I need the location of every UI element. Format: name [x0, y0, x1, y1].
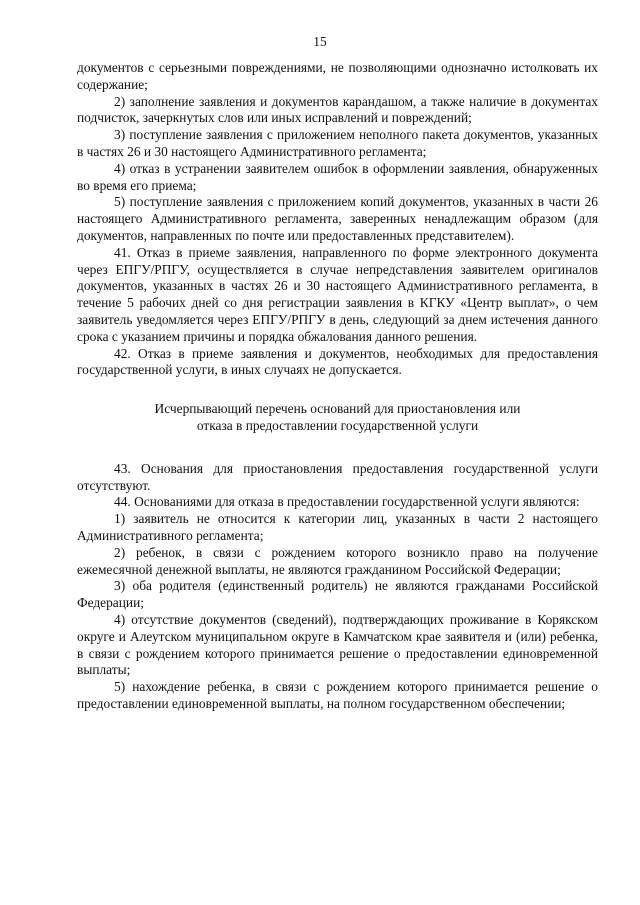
list-item-4: 4) отказ в устранении заявителем ошибок в оформлении заявления, обнаруженных во время его приема; — [77, 160, 598, 193]
section-heading-line-1: Исчерпывающий перечень оснований для приостановления или — [154, 401, 521, 417]
refusal-item-1: 1) заявитель не относится к категории лиц, указанных в части 2 настоящего Административного регламента; — [77, 511, 598, 543]
section-heading-line-2: отказа в предоставлении государственной услуги — [196, 417, 479, 433]
list-item-2: 2) заполнение заявления и документов карандашом, а также наличие в документах подчисток, зачеркнутых слов или иных исправлений и повреждений; — [77, 93, 598, 126]
paragraph-continuation: документов с серьезными повреждениями, не позволяющими однозначно истолковать их содержание; — [77, 60, 598, 92]
document-body — [77, 60, 598, 713]
section-heading — [77, 401, 598, 435]
list-item-3: 3) поступление заявления с приложением неполного пакета документов, указанных в частях 26 и 30 настоящего Административного регламента; — [77, 127, 598, 159]
refusal-item-4: 4) отсутствие документов (сведений), подтверждающих проживание в Корякском округе и Алеутском муниципальном округе в Камчатском крае заявителя и (или) ребенка, в связи с рождением которого принимается решение о предоставлении единовременной выплаты; — [77, 611, 598, 678]
refusal-item-3: 3) оба родителя (единственный родитель) не являются гражданами Российской Федерации; — [77, 578, 598, 611]
clause-41: 41. Отказ в приеме заявления, направленного по форме электронного документа через ЕПГУ/РПГУ, осуществляется в случае непредставления заявителем оригиналов документов, указанных в частях 26 и 30 настоящего Административного регламента, в течение 5 рабочих дней со дня регистрации заявления в КГКУ «Центр выплат», о чем заявитель уведомляется через ЕПГУ/РПГУ в день, следующий за днем истечения данного срока с указанием причины и порядка обжалования данного решения. — [77, 244, 598, 344]
clause-44: 44. Основаниями для отказа в предоставлении государственной услуги являются: — [114, 494, 580, 510]
page-number: 15 — [313, 34, 327, 49]
clause-42: 42. Отказ в приеме заявления и документов, необходимых для предоставления государственной услуги, в иных случаях не допускается. — [77, 345, 598, 378]
refusal-item-5: 5) нахождение ребенка, в связи с рождением которого принимается решение о предоставлении единовременной выплаты, на полном государственном обеспечении; — [77, 679, 598, 711]
refusal-item-2: 2) ребенок, в связи с рождением которого возникло право на получение ежемесячной денежной выплаты, не являются гражданином Российской Федерации; — [77, 544, 598, 577]
clause-43: 43. Основания для приостановления предоставления государственной услуги отсутствуют. — [77, 460, 598, 493]
list-item-5: 5) поступление заявления с приложением копий документов, указанных в части 26 настоящего Административного регламента, заверенных ненадлежащим образом (для документов, направленных по почте или предоставленных представителем). — [77, 194, 598, 243]
